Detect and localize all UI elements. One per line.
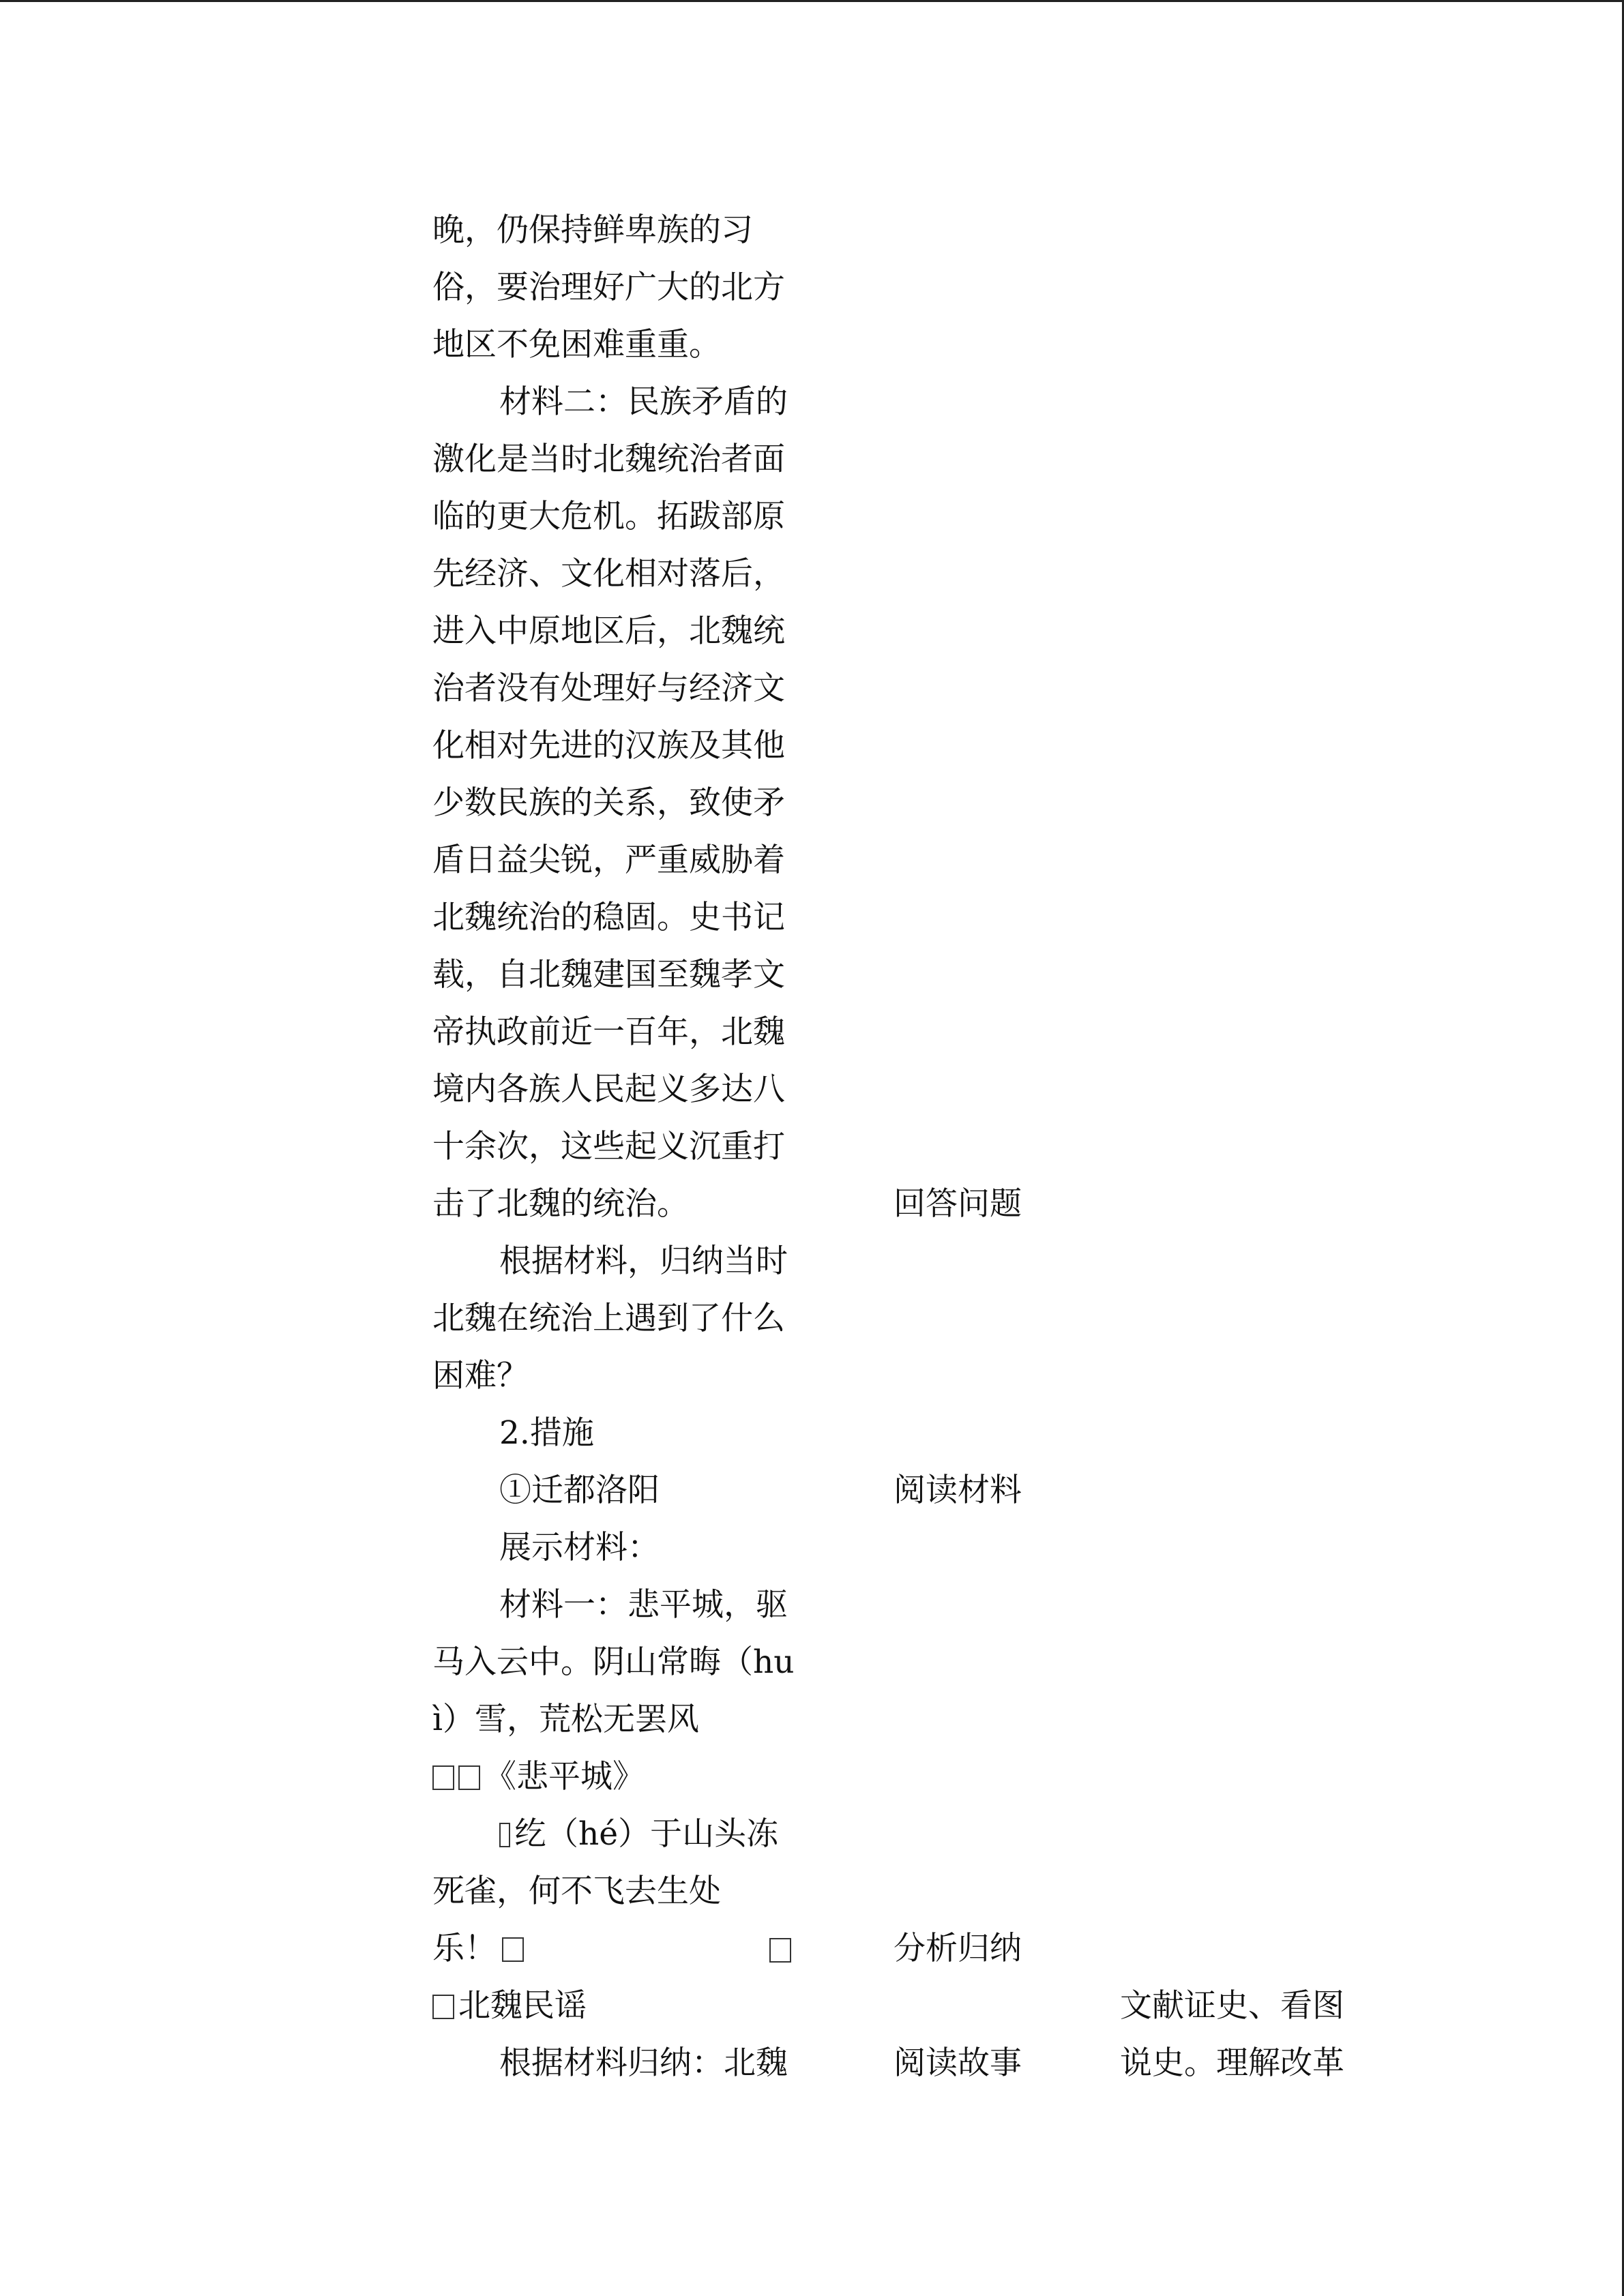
page-border-top [0, 0, 1624, 2]
text-span: 乐！ [432, 1930, 497, 1967]
poem-source-title: 《悲平城》 [484, 1758, 645, 1795]
text-line: 地区不免困难重重。 [432, 326, 721, 363]
text-line: 击了北魏的统治。 [432, 1185, 689, 1223]
text-line [432, 1928, 528, 1969]
text-span: 纥（hé）于山头冻 [514, 1815, 779, 1853]
text-line: 晚，仍保持鲜卑族的习 [432, 211, 753, 249]
text-line: 激化是当时北魏统治者面 [432, 441, 785, 478]
text-line: 根据材料归纳：北魏 [499, 2044, 788, 2082]
text-line: 载，自北魏建国至魏孝文 [432, 956, 785, 994]
student-activity: 回答问题 [894, 1185, 1022, 1223]
text-line: 帝执政前近一百年，北魏 [432, 1013, 785, 1051]
poem-source-title: 北魏民谣 [458, 1987, 587, 2025]
student-activity: 阅读材料 [894, 1472, 1022, 1509]
text-line: 马入云中。阴山常晦（hu [432, 1643, 795, 1681]
question-line: 根据材料，归纳当时 [499, 1242, 788, 1280]
text-line: 先经济、文化相对落后， [432, 555, 785, 593]
placeholder-box-icon [769, 1938, 791, 1963]
text-line: 化相对先进的汉族及其他 [432, 727, 785, 764]
student-activity: 分析归纳 [894, 1930, 1022, 1967]
text-line: 展示材料： [499, 1529, 660, 1566]
student-activity: 阅读故事 [894, 2044, 1022, 2082]
subsection-heading: ①迁都洛阳 [499, 1472, 660, 1509]
text-line: 治者没有处理好与经济文 [432, 670, 785, 707]
placeholder-box-icon [499, 1823, 510, 1847]
text-line: 盾日益尖锐，严重威胁着 [432, 841, 785, 879]
placeholder-box-icon [502, 1937, 524, 1962]
text-line: ì）雪，荒松无罢风 [432, 1701, 700, 1738]
placeholder-box-icon [432, 1995, 454, 2019]
text-line: 死雀，何不飞去生处 [432, 1873, 721, 1910]
text-line: 材料二：民族矛盾的 [499, 383, 788, 421]
text-line [499, 1814, 778, 1855]
text-line: 俗，要治理好广大的北方 [432, 269, 785, 306]
placeholder-box-icon [432, 1765, 454, 1790]
text-line: 少数民族的关系，致使矛 [432, 784, 785, 822]
text-line: 材料一：悲平城，驱 [499, 1586, 788, 1624]
poem-source-line [432, 1757, 645, 1798]
poem-source-line [432, 1986, 587, 2027]
text-line: 十余次，这些起义沉重打 [432, 1128, 785, 1165]
text-line: 北魏统治的稳固。史书记 [432, 899, 785, 936]
placeholder-box-icon [458, 1765, 480, 1790]
section-heading: 2.措施 [499, 1414, 594, 1452]
design-intent-line: 说史。理解改革 [1120, 2044, 1344, 2082]
text-line: 境内各族人民起义多达八 [432, 1071, 785, 1108]
text-line: 进入中原地区后，北魏统 [432, 612, 785, 650]
question-line: 困难？ [432, 1357, 529, 1395]
design-intent-line: 文献证史、看图 [1120, 1987, 1344, 2025]
question-line: 北魏在统治上遇到了什么 [432, 1300, 785, 1337]
text-line: 临的更大危机。拓跋部原 [432, 498, 785, 535]
